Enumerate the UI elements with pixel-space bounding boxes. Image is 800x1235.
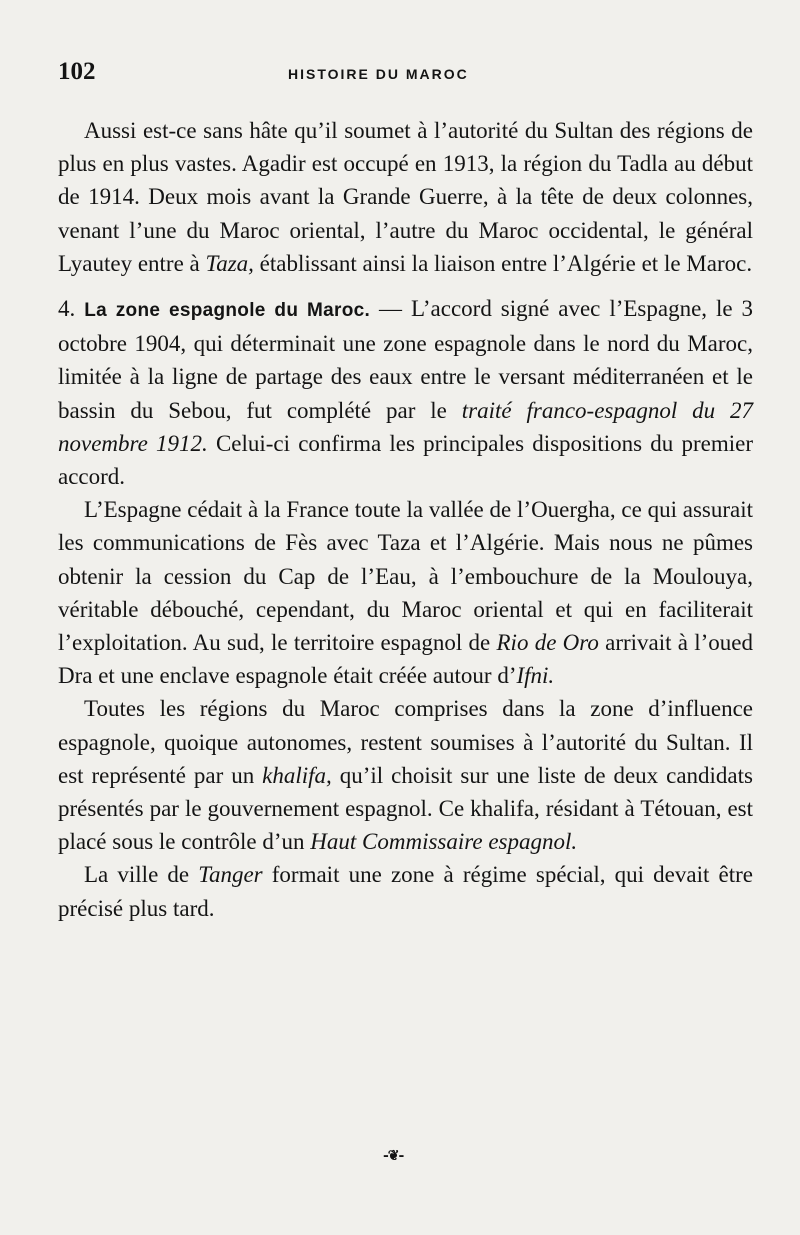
italic-run: Ifni. <box>516 663 555 689</box>
body-text <box>58 114 753 925</box>
text-run: Celui-ci confirma les principales dispositions du premier accord. <box>58 430 753 490</box>
text-run: La ville de <box>84 862 199 888</box>
text-run: qu’il choisit sur une liste de deux candidats présentés par le gouvernement espagnol. Ce khalifa, résidant à Tétouan, est placé sous le contrôle d’un <box>58 762 753 855</box>
page-number: 102 <box>58 58 96 85</box>
text-run: formait une zone à régime spécial, qui devait être précisé plus tard. <box>58 862 753 921</box>
end-ornament-icon: -❦- <box>383 1148 404 1164</box>
paragraph-1 <box>58 114 753 280</box>
text-run: arrivait à l’oued Dra et une enclave espagnole était créée autour d’ <box>58 630 754 689</box>
text-run: Toutes les régions du Maroc comprises dans la zone d’influence espagnole, quoique autonomes, restent soumises à l’autorité du Sultan. Il est représenté par un <box>58 696 753 788</box>
italic-run: traité franco-espagnol du 27 novembre 1912. <box>58 397 754 456</box>
section-paragraph <box>58 292 753 493</box>
page-header <box>58 58 758 88</box>
italic-run: Taza, <box>205 250 254 276</box>
italic-run: Rio de Oro <box>496 630 599 656</box>
section-number: 4. <box>58 296 76 322</box>
text-run: L’Espagne cédait à la France toute la vallée de l’Ouergha, ce qui assurait les communications de Fès avec Taza et l’Algérie. Mais nous ne pûmes obtenir la cession du Cap de l’Eau, à l’embouchure de la Moulouya, véritable débouché, cependant, du Maroc oriental et qui en faciliterait l’exploitation. Au sud, le territoire espagnol de <box>58 497 753 656</box>
italic-run: khalifa, <box>262 762 332 788</box>
paragraph-4 <box>58 692 753 858</box>
text-run: — L’accord signé avec l’Espagne, le 3 octobre 1904, qui déterminait une zone espagnole dans le nord du Maroc, limitée à la ligne de partage des eaux entre le versant méditerranéen et le bassin du Sebou, fut complété par le <box>58 296 754 423</box>
paragraph-3 <box>58 493 753 692</box>
section-title: La zone espagnole du Maroc. <box>84 300 371 322</box>
italic-run: Haut Commissaire espagnol. <box>310 829 578 855</box>
text-run: établissant ainsi la liaison entre l’Algérie et le Maroc. <box>253 250 753 276</box>
text-run: Aussi est-ce sans hâte qu’il soumet à l’autorité du Sultan des régions de plus en plus vastes. Agadir est occupé en 1913, la région du Tadla au début de 1914. Deux mois avant la Grande Guerre, à la tête de deux colonnes, venant l’une du Maroc oriental, l’autre du Maroc occidental, le général Lyautey entre à <box>58 118 753 276</box>
italic-run: Tanger <box>198 862 263 888</box>
running-title: HISTOIRE DU MAROC <box>288 66 469 82</box>
paragraph-5 <box>58 858 753 924</box>
